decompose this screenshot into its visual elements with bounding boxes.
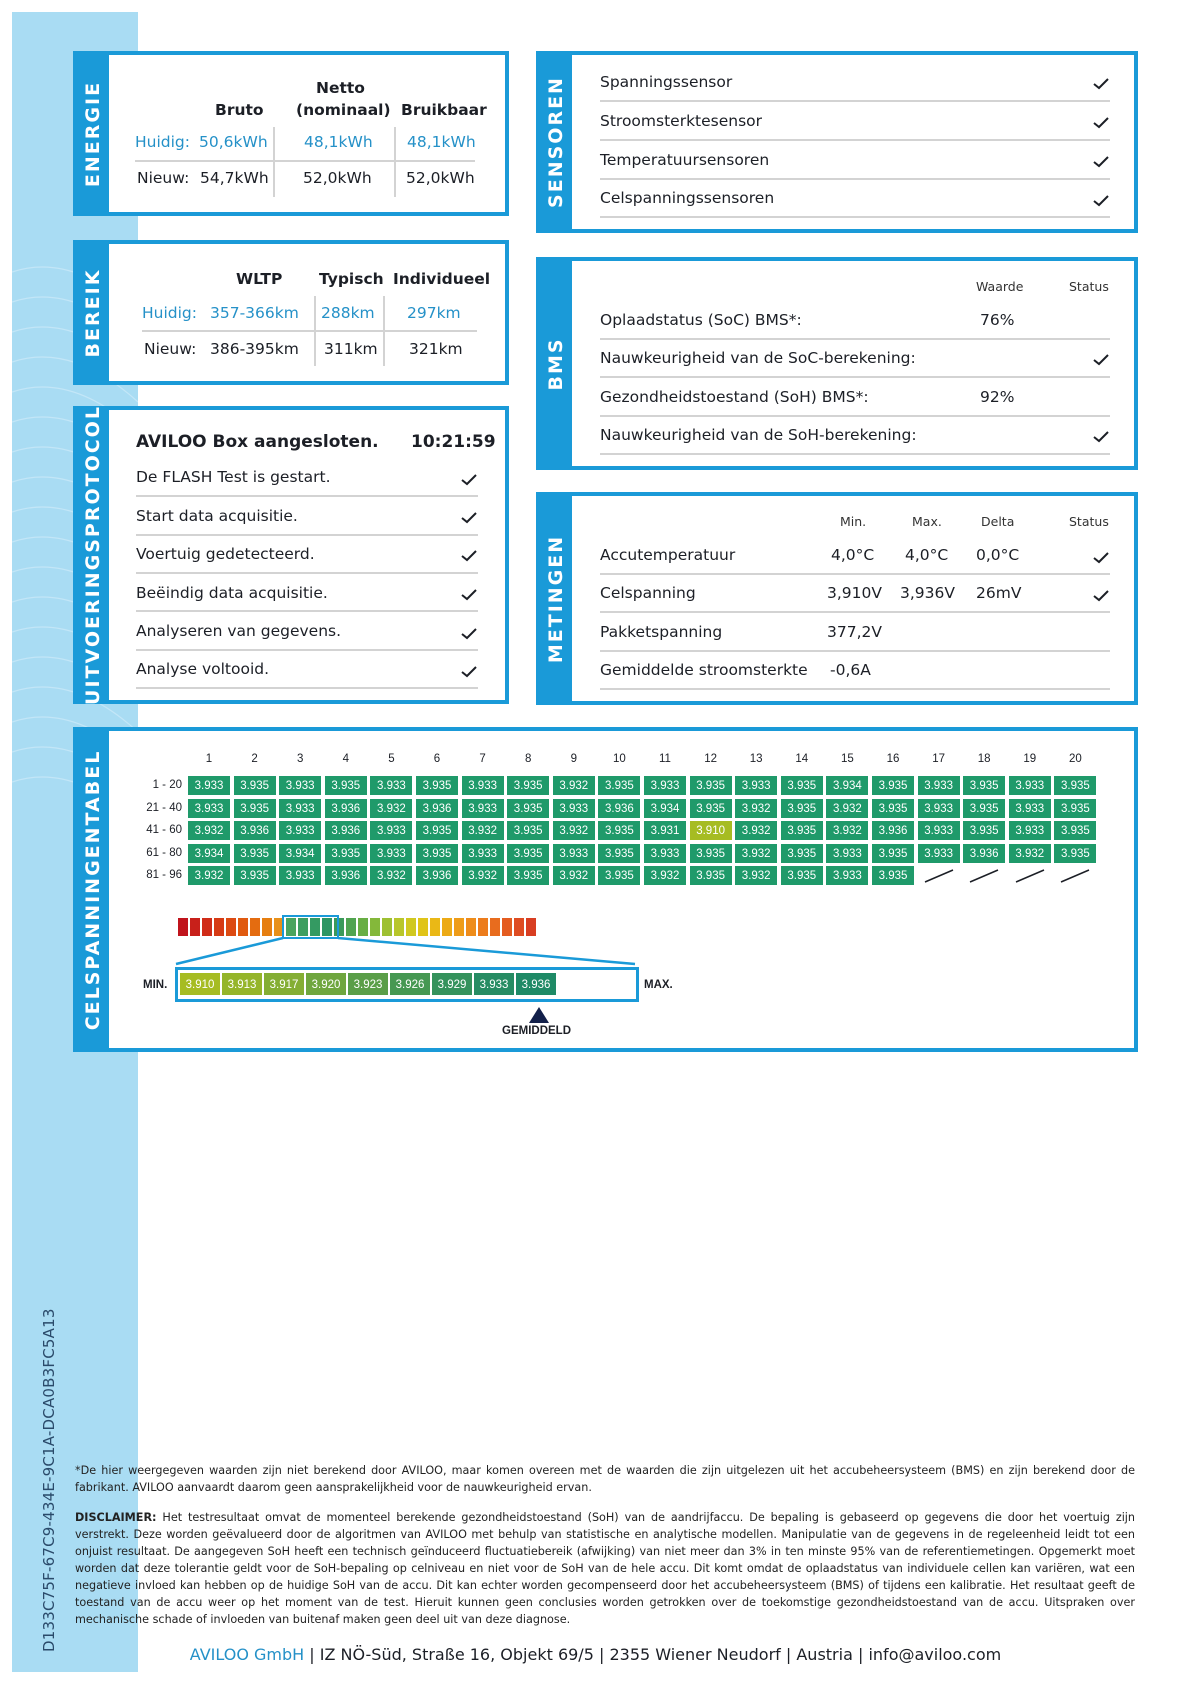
cell-voltage: 3.935 [415, 820, 459, 841]
row-header: 61 - 80 [146, 846, 182, 859]
cell-voltage: 3.934 [278, 843, 322, 864]
cell-voltage: 3.933 [825, 843, 869, 864]
header-status: Status [1069, 514, 1109, 529]
empty-cell-mark [1060, 869, 1090, 883]
nieuw-wltp: 386-395km [210, 340, 299, 358]
cell-voltage: 3.936 [233, 820, 277, 841]
disclaimer-label: DISCLAIMER: [75, 1511, 157, 1524]
gradient-segment [238, 918, 248, 936]
meting-max: 4,0°C [905, 546, 949, 564]
cell-voltage: 3.933 [917, 820, 961, 841]
bms-row-value: 76% [980, 311, 1015, 329]
cell-voltage: 3.935 [233, 843, 277, 864]
cell-voltage: 3.932 [552, 775, 596, 796]
voltage-gradient-bar [178, 918, 538, 936]
gradient-zoom-window [282, 915, 339, 939]
empty-cell-mark [1015, 869, 1045, 883]
check-icon [461, 589, 477, 601]
cell-voltage: 3.936 [871, 820, 915, 841]
meting-max: 3,936V [900, 584, 955, 602]
cell-voltage: 3.935 [597, 775, 641, 796]
gradient-segment [406, 918, 416, 936]
protocol-step: Analyseren van gegevens. [136, 622, 342, 640]
cell-voltage: 3.935 [506, 865, 550, 886]
label-huidig: Huidig: [142, 304, 197, 322]
gradient-segment [370, 918, 380, 936]
cell-voltage: 3.932 [734, 798, 778, 819]
cell-voltage: 3.936 [324, 798, 368, 819]
meting-min: 4,0°C [831, 546, 875, 564]
cell-voltage: 3.933 [278, 820, 322, 841]
meting-min: 377,2V [827, 623, 882, 641]
celspanningentabel-card [73, 727, 1138, 1052]
cell-voltage: 3.933 [278, 798, 322, 819]
check-icon [1093, 431, 1109, 443]
cell-voltage: 3.935 [962, 798, 1006, 819]
gradient-segment [382, 918, 392, 936]
cell-voltage: 3.933 [187, 775, 231, 796]
cell-voltage: 3.932 [369, 865, 413, 886]
sensor-item: Spanningssensor [600, 73, 733, 91]
gradient-segment [250, 918, 260, 936]
cell-voltage: 3.933 [917, 775, 961, 796]
cell-voltage: 3.935 [1053, 843, 1097, 864]
label-nieuw: Nieuw: [137, 169, 190, 187]
nieuw-netto: 52,0kWh [303, 169, 372, 187]
cell-voltage: 3.932 [1008, 843, 1052, 864]
header-individueel: Individueel [393, 270, 491, 288]
bms-row-value: 92% [980, 388, 1015, 406]
cell-voltage: 3.932 [369, 798, 413, 819]
celspanningentabel-title: CELSPANNINGENTABEL [82, 749, 104, 1030]
bms-title: BMS [545, 336, 567, 391]
cell-voltage: 3.935 [871, 798, 915, 819]
cell-voltage: 3.935 [506, 820, 550, 841]
cell-voltage: 3.935 [962, 820, 1006, 841]
protocol-step: Beëindig data acquisitie. [136, 584, 328, 602]
cell-voltage: 3.933 [552, 798, 596, 819]
check-icon [1093, 195, 1109, 207]
column-header: 10 [612, 753, 626, 765]
disclaimer [75, 1509, 1135, 1628]
cell-voltage: 3.932 [187, 820, 231, 841]
cell-voltage: 3.935 [233, 775, 277, 796]
bms-row-label: Nauwkeurigheid van de SoC-berekening: [600, 349, 916, 367]
cell-voltage: 3.932 [825, 820, 869, 841]
column-header: 3 [296, 753, 304, 765]
cell-voltage: 3.936 [324, 820, 368, 841]
gradient-segment [502, 918, 512, 936]
cell-voltage: 3.935 [1053, 820, 1097, 841]
row-header: 21 - 40 [146, 801, 182, 814]
footer: AVILOO GmbH | IZ NÖ-Süd, Straße 16, Objekt 69/5 | 2355 Wiener Neudorf | Austria | info@aviloo.com [189, 1645, 1002, 1664]
huidig-bruto: 50,6kWh [199, 133, 268, 151]
scale-value: 3.936 [515, 972, 557, 996]
protocol-heading: AVILOO Box aangesloten. [136, 432, 379, 452]
check-icon [1093, 78, 1109, 90]
cell-voltage: 3.933 [917, 843, 961, 864]
bms-row-label: Gezondheidstoestand (SoH) BMS*: [600, 388, 869, 406]
cell-voltage: 3.935 [597, 865, 641, 886]
cell-voltage: 3.933 [1008, 798, 1052, 819]
huidig-wltp: 357-366km [210, 304, 299, 322]
huidig-individueel: 297km [407, 304, 461, 322]
nieuw-bruto: 54,7kWh [200, 169, 269, 187]
energie-card [73, 51, 509, 216]
cell-voltage: 3.933 [461, 843, 505, 864]
header-bruto: Bruto [215, 101, 264, 119]
column-header: 12 [704, 753, 717, 765]
cell-voltage: 3.933 [643, 843, 687, 864]
huidig-netto: 48,1kWh [304, 133, 373, 151]
cell-voltage: 3.933 [461, 798, 505, 819]
bms-card [536, 257, 1138, 470]
cell-voltage: 3.935 [324, 775, 368, 796]
nieuw-typisch: 311km [324, 340, 378, 358]
voltage-scale [179, 972, 557, 996]
scale-value: 3.917 [263, 972, 305, 996]
gradient-segment [514, 918, 524, 936]
check-icon [1093, 552, 1109, 564]
cell-voltage: 3.933 [369, 820, 413, 841]
header-netto: Netto [316, 79, 365, 97]
row-header: 41 - 60 [146, 824, 182, 836]
metingen-title: METINGEN [545, 534, 567, 663]
gradient-segment [526, 918, 536, 936]
document-id: D133C75F-67C9-434E-9C1A-DCA0B3FC5A13 [40, 1308, 58, 1652]
row-header: 81 - 96 [146, 869, 182, 881]
cell-voltage: 3.932 [734, 843, 778, 864]
check-icon [1093, 354, 1109, 366]
cell-voltage: 3.935 [689, 775, 733, 796]
cell-voltage: 3.933 [369, 843, 413, 864]
cell-voltage: 3.933 [369, 775, 413, 796]
cell-voltage: 3.935 [871, 775, 915, 796]
scale-value: 3.923 [347, 972, 389, 996]
cell-voltage: 3.932 [461, 865, 505, 886]
column-header: 7 [479, 753, 486, 765]
gradient-segment [490, 918, 500, 936]
meting-label: Gemiddelde stroomsterkte [600, 661, 808, 679]
gradient-segment [466, 918, 476, 936]
cell-voltage: 3.935 [780, 865, 824, 886]
header-bruikbaar: Bruikbaar [401, 101, 487, 119]
cell-voltage: 3.935 [780, 820, 824, 841]
header-min: Min. [840, 514, 867, 529]
cell-voltage: 3.910 [689, 820, 733, 841]
cell-voltage: 3.935 [780, 798, 824, 819]
meting-delta: 26mV [976, 584, 1022, 602]
gradient-segment [418, 918, 428, 936]
column-header: 15 [840, 753, 854, 765]
scale-max-label: MAX. [644, 979, 673, 991]
meting-min: 3,910V [827, 584, 882, 602]
scale-value: 3.913 [221, 972, 263, 996]
gradient-segment [226, 918, 236, 936]
cell-voltage: 3.936 [415, 798, 459, 819]
average-label: GEMIDDELD [502, 1025, 571, 1037]
metingen-card [536, 492, 1138, 705]
meting-label: Pakketspanning [600, 623, 723, 641]
protocol-card [73, 406, 509, 704]
column-header: 19 [1023, 753, 1037, 765]
cell-voltage: 3.936 [415, 865, 459, 886]
header-wltp: WLTP [236, 270, 283, 288]
cell-voltage: 3.933 [187, 798, 231, 819]
gradient-segment [430, 918, 440, 936]
scale-value: 3.926 [389, 972, 431, 996]
check-icon [461, 666, 477, 678]
check-icon [1093, 590, 1109, 602]
cell-voltage: 3.936 [597, 798, 641, 819]
cell-voltage: 3.935 [1053, 775, 1097, 796]
cell-voltage: 3.935 [506, 775, 550, 796]
huidig-typisch: 288km [321, 304, 375, 322]
gradient-segment [202, 918, 212, 936]
cell-voltage: 3.932 [734, 820, 778, 841]
cell-voltage: 3.935 [597, 843, 641, 864]
footer-country: Austria [796, 1645, 853, 1664]
column-header: 6 [433, 753, 441, 765]
header-max: Max. [912, 514, 942, 529]
footnote: *De hier weergegeven waarden zijn niet berekend door AVILOO, maar komen overeen met de waarden die zijn uitgelezen uit het accubeheersysteem (BMS) en zijn berekend door de fabrikant. AVILOO aanvaardt daarom geen aansprakelijkheid voor de nauwkeurigheid ervan. [75, 1464, 1135, 1494]
cell-voltage: 3.933 [643, 775, 687, 796]
cell-voltage: 3.932 [552, 865, 596, 886]
check-icon [1093, 117, 1109, 129]
cell-voltage: 3.935 [415, 775, 459, 796]
cell-voltage: 3.935 [233, 798, 277, 819]
scale-value: 3.933 [473, 972, 515, 996]
label-nieuw: Nieuw: [144, 340, 197, 358]
gradient-segment [454, 918, 464, 936]
bereik-title: BEREIK [82, 268, 104, 357]
sensor-item: Stroomsterktesensor [600, 112, 763, 130]
gradient-segment [478, 918, 488, 936]
cell-voltage: 3.933 [278, 865, 322, 886]
cell-voltage: 3.935 [962, 775, 1006, 796]
gradient-segment [394, 918, 404, 936]
column-header: 20 [1068, 753, 1082, 765]
zoom-connector [173, 937, 643, 967]
check-icon [461, 474, 477, 486]
header-delta: Delta [981, 514, 1015, 529]
empty-cell-mark [969, 869, 999, 883]
huidig-bruikbaar: 48,1kWh [407, 133, 476, 151]
scale-value: 3.929 [431, 972, 473, 996]
sensoren-card [536, 51, 1138, 233]
cell-voltage: 3.935 [689, 865, 733, 886]
cell-voltage: 3.932 [643, 865, 687, 886]
header-waarde: Waarde [976, 279, 1024, 294]
sensoren-title: SENSOREN [545, 76, 567, 208]
column-header: 13 [749, 753, 763, 765]
check-icon [461, 628, 477, 640]
protocol-step: De FLASH Test is gestart. [136, 468, 331, 486]
gradient-segment [178, 918, 188, 936]
meting-delta: 0,0°C [976, 546, 1020, 564]
cell-voltage: 3.935 [1053, 798, 1097, 819]
meting-label: Celspanning [600, 584, 696, 602]
nieuw-individueel: 321km [409, 340, 463, 358]
sensor-item: Celspanningssensoren [600, 189, 775, 207]
cell-voltage: 3.934 [643, 798, 687, 819]
cell-voltage: 3.935 [506, 843, 550, 864]
header-status: Status [1069, 279, 1109, 294]
footer-company: AVILOO GmbH [189, 1645, 305, 1664]
cell-voltage: 3.932 [734, 865, 778, 886]
nieuw-bruikbaar: 52,0kWh [406, 169, 475, 187]
column-header: 4 [342, 753, 349, 765]
bms-row-label: Oplaadstatus (SoC) BMS*: [600, 311, 802, 329]
header-netto-sub: (nominaal) [296, 101, 391, 119]
scale-value: 3.910 [179, 972, 221, 996]
column-header: 18 [977, 753, 991, 765]
column-header: 9 [570, 753, 577, 765]
column-header: 11 [659, 753, 671, 765]
cell-voltage: 3.932 [187, 865, 231, 886]
cell-voltage: 3.933 [734, 775, 778, 796]
bereik-card [73, 240, 509, 385]
column-header: 14 [795, 753, 809, 765]
protocol-step: Start data acquisitie. [136, 507, 298, 525]
cell-voltage: 3.935 [780, 843, 824, 864]
cell-voltage: 3.934 [825, 775, 869, 796]
cell-voltage: 3.935 [689, 798, 733, 819]
cell-voltage: 3.936 [962, 843, 1006, 864]
average-marker-icon [529, 1007, 549, 1023]
gradient-segment [262, 918, 272, 936]
column-header: 2 [251, 753, 258, 765]
footer-address: IZ NÖ-Süd, Straße 16, Objekt 69/5 [319, 1645, 594, 1664]
row-header: 1 - 20 [152, 779, 182, 791]
gradient-segment [358, 918, 368, 936]
column-header: 8 [524, 753, 532, 765]
sensor-item: Temperatuursensoren [600, 151, 770, 169]
energie-tab [77, 55, 109, 212]
check-icon [1093, 156, 1109, 168]
check-icon [461, 512, 477, 524]
cell-voltage: 3.933 [825, 865, 869, 886]
column-header: 1 [205, 753, 213, 765]
footer-city: 2355 Wiener Neudorf [609, 1645, 781, 1664]
cell-voltage: 3.935 [233, 865, 277, 886]
cell-voltage: 3.933 [461, 775, 505, 796]
disclaimer-text: Het testresultaat omvat de momenteel berekende gezondheidstoestand (SoH) van de aandrijfaccu. De bepaling is gebaseerd op gegevens die door het voertuig zijn verstrekt. Deze worden geëvalueerd door de algoritmen van AVILOO met behulp van statistische en analytische modellen. Manipulatie van de gegevens in de regeleenheid leidt tot een onjuist resultaat. De aangegeven SoH heeft een technisch geïnduceerd fluctuatiebereik (afwijking) van niet meer dan 3% in ten minste 95% van de referentiemetingen. Opgemerkt moet worden dat deze tolerantie geldt voor de SoH-bepaling op celniveau en niet voor de SoH van de hele accu. Dit komt omdat de oplaadstatus van individuele cellen kan variëren, wat een negatieve invloed kan hebben op de huidige SoH van de accu. Dit kan echter worden gecompenseerd door het accubeheersysteem (BMS) of tijdens een kalibratie. Het resultaat geeft de toestand van de accu weer op het moment van de test. Hieruit kunnen geen conclusies worden getrokken over de toekomstige gezondheidstoestand van de accu. Uitspraken over mechanische schade of invloeden van buitenaf maken geen deel uit van deze diagnose. [75, 1511, 1135, 1626]
meting-label: Accutemperatuur [600, 546, 736, 564]
column-header: 16 [886, 753, 900, 765]
cell-voltage: 3.933 [278, 775, 322, 796]
bms-row-label: Nauwkeurigheid van de SoH-berekening: [600, 426, 917, 444]
cell-voltage: 3.935 [871, 865, 915, 886]
column-header: 5 [388, 753, 395, 765]
cell-voltage: 3.935 [689, 843, 733, 864]
cell-voltage: 3.935 [780, 775, 824, 796]
cell-voltage: 3.935 [415, 843, 459, 864]
header-typisch: Typisch [319, 270, 384, 288]
energie-title: ENERGIE [82, 80, 104, 187]
protocol-title: UITVOERINGSPROTOCOL [82, 405, 104, 705]
column-header: 17 [932, 753, 945, 765]
gradient-segment [190, 918, 200, 936]
cell-voltage: 3.933 [1008, 775, 1052, 796]
cell-voltage: 3.935 [324, 843, 368, 864]
cell-voltage: 3.933 [552, 843, 596, 864]
cell-voltage: 3.935 [597, 820, 641, 841]
protocol-step: Analyse voltooid. [136, 660, 270, 678]
label-huidig: Huidig: [135, 133, 190, 151]
protocol-step: Voertuig gedetecteerd. [136, 545, 315, 563]
scale-min-label: MIN. [143, 979, 168, 991]
gradient-segment [346, 918, 356, 936]
cell-voltage: 3.934 [187, 843, 231, 864]
cell-voltage: 3.935 [871, 843, 915, 864]
cell-voltage: 3.935 [506, 798, 550, 819]
cell-voltage: 3.931 [643, 820, 687, 841]
cell-voltage: 3.933 [1008, 820, 1052, 841]
cell-voltage: 3.933 [917, 798, 961, 819]
cell-voltage: 3.936 [324, 865, 368, 886]
protocol-time: 10:21:59 [411, 432, 496, 452]
meting-min: -0,6A [830, 661, 871, 679]
gradient-segment [442, 918, 452, 936]
cell-voltage: 3.932 [461, 820, 505, 841]
footer-email[interactable]: info@aviloo.com [868, 1645, 1002, 1664]
gradient-segment [214, 918, 224, 936]
scale-value: 3.920 [305, 972, 347, 996]
check-icon [461, 550, 477, 562]
cell-voltage: 3.932 [825, 798, 869, 819]
cell-voltage: 3.932 [552, 820, 596, 841]
empty-cell-mark [924, 869, 954, 883]
